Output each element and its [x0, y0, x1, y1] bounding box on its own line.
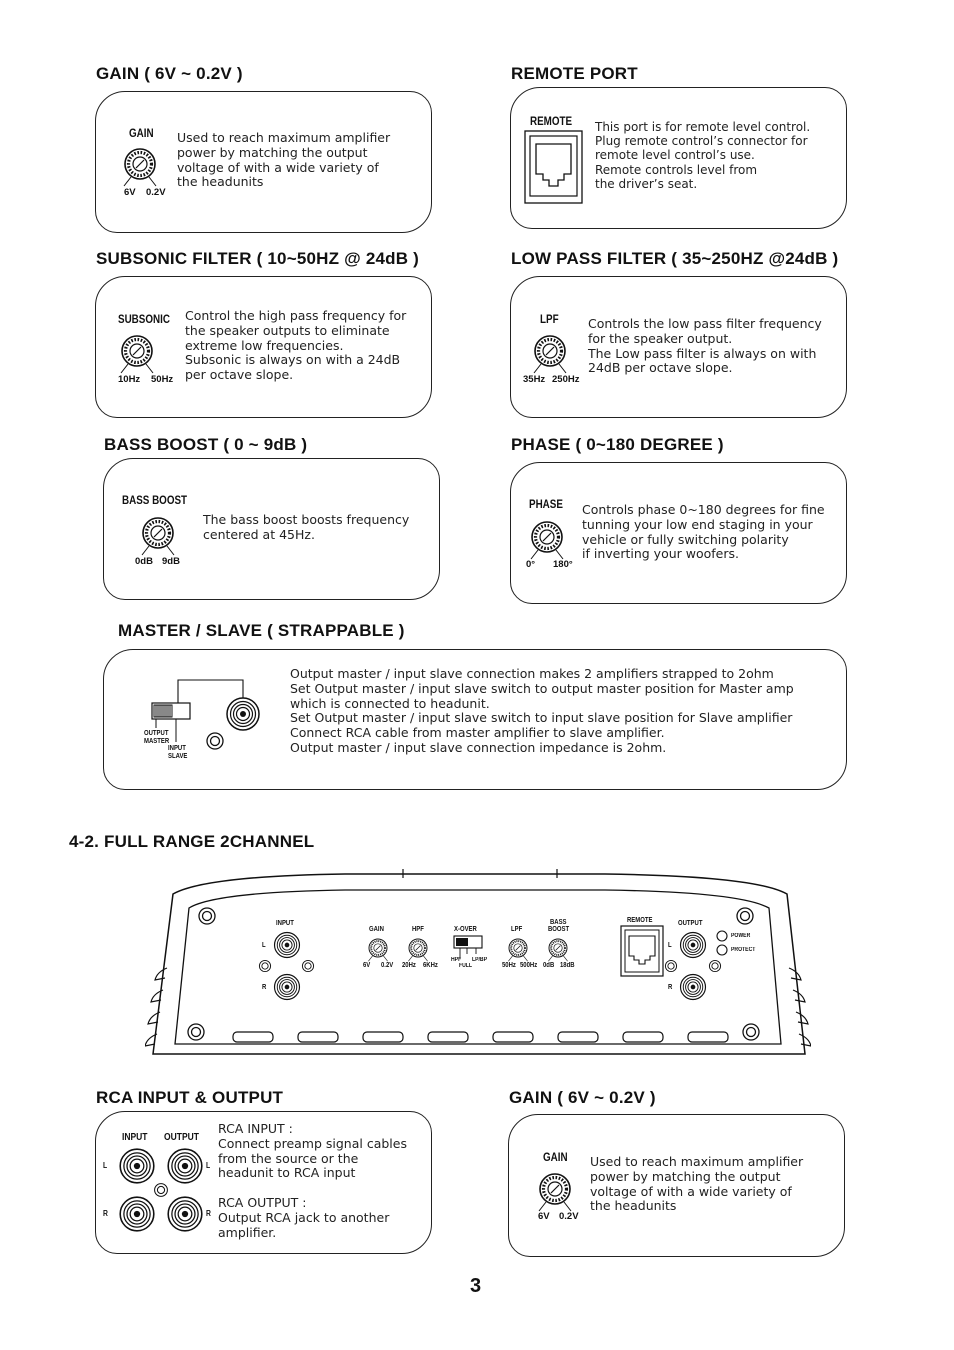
gain-knob-icon — [115, 142, 165, 192]
rca-heading: RCA INPUT & OUTPUT — [96, 1088, 284, 1107]
amp-remote-label: REMOTE — [627, 917, 653, 924]
gain-heading: GAIN ( 6V ~ 0.2V ) — [96, 64, 243, 83]
lpf-description: Controls the low pass filter frequency for the speaker output. The Low pass filter is always on with 24dB per octave slope. — [588, 316, 822, 376]
remote-description: This port is for remote level control. Plug remote control’s connector for remote level control’s use. Remote controls level from the driver’s seat. — [595, 120, 811, 191]
amp-xover-label: X-OVER — [454, 926, 477, 933]
gain2-heading: GAIN ( 6V ~ 0.2V ) — [509, 1088, 656, 1107]
rca-l-left: L — [103, 1161, 108, 1170]
full-range-heading: 4-2. FULL RANGE 2CHANNEL — [69, 832, 315, 851]
remote-heading: REMOTE PORT — [511, 64, 638, 83]
gain2-knob-icon — [530, 1167, 580, 1217]
phase-knob-icon — [522, 515, 572, 565]
gain2-range-min: 6V — [538, 1211, 550, 1222]
bass-boost-range-max: 9dB — [162, 556, 180, 567]
phase-range-max: 180° — [553, 559, 573, 570]
amp-bass-min: 0dB — [543, 962, 555, 969]
rca-panel — [95, 1111, 432, 1254]
gain2-range-max: 0.2V — [559, 1211, 579, 1222]
master-slave-switch-diagram — [134, 670, 274, 780]
lpf-range-max: 250Hz — [552, 374, 580, 385]
amp-bass-max: 18dB — [560, 962, 575, 969]
master-slave-panel — [103, 649, 847, 790]
gain-panel — [95, 91, 432, 233]
subsonic-control-label: SUBSONIC — [118, 312, 170, 326]
rca-input-label: INPUT — [122, 1132, 148, 1143]
gain-range-min: 6V — [124, 187, 136, 198]
amp-output-l-label: L — [668, 942, 672, 949]
amp-xover-hpf: HPF — [451, 957, 462, 963]
phase-heading: PHASE ( 0~180 DEGREE ) — [511, 435, 724, 454]
phase-range-min: 0° — [526, 559, 536, 570]
amp-bass-label: BASS — [550, 919, 567, 926]
bass-boost-description: The bass boost boosts frequency centered at 45Hz. — [203, 512, 410, 542]
amp-xover-full: FULL — [459, 963, 473, 969]
amp-xover-lpbp: LP/BP — [472, 957, 488, 963]
rca-output-label: OUTPUT — [164, 1132, 199, 1143]
remote-panel — [510, 87, 847, 229]
phase-description: Controls phase 0~180 degrees for fine tunning your low end staging in your vehicle or fully switching polarity if inverting your woofers. — [582, 502, 825, 562]
subsonic-panel — [95, 276, 432, 418]
lpf-control-label: LPF — [540, 312, 559, 326]
remote-control-label: REMOTE — [530, 114, 573, 128]
input-slave-label: INPUT SLAVE — [168, 745, 188, 760]
gain-description: Used to reach maximum amplifier power by matching the output voltage of with a wide variety of the headunits — [177, 130, 391, 190]
amp-input-r-label: R — [262, 984, 267, 991]
master-slave-heading: MASTER / SLAVE ( STRAPPABLE ) — [118, 621, 405, 640]
output-master-label: OUTPUT MASTER — [144, 730, 170, 745]
amplifier-front-panel — [145, 868, 811, 1064]
phase-panel — [510, 462, 847, 604]
lpf-heading: LOW PASS FILTER ( 35~250HZ @24dB ) — [511, 249, 839, 268]
rca-l-right: L — [206, 1161, 211, 1170]
amp-protect-led-label: PROTECT — [731, 947, 756, 953]
amp-hpf-min: 20Hz — [402, 962, 416, 969]
amplifier-chassis-icon — [145, 868, 811, 1064]
amp-lpf-min: 50Hz — [502, 962, 516, 969]
gain2-panel — [508, 1114, 845, 1257]
amp-input-label: INPUT — [276, 920, 294, 927]
amp-hpf-label: HPF — [412, 926, 424, 933]
bass-boost-control-label: BASS BOOST — [122, 493, 188, 507]
lpf-knob-icon — [525, 329, 575, 379]
bass-boost-range-min: 0dB — [135, 556, 153, 567]
page-number: 3 — [470, 1275, 482, 1297]
subsonic-knob-icon — [112, 329, 162, 379]
amp-boost-label: BOOST — [548, 926, 570, 933]
bass-boost-panel — [103, 458, 440, 600]
rca-r-left: R — [103, 1209, 108, 1218]
amp-gain-label: GAIN — [369, 926, 384, 933]
lpf-range-min: 35Hz — [523, 374, 546, 385]
bass-boost-knob-icon — [133, 511, 183, 561]
amp-output-label: OUTPUT — [678, 920, 703, 927]
rca-description: RCA INPUT : Connect preamp signal cables from the source or the headunit to RCA input RCA OUTPUT : Output RCA jack to another amplifier. — [218, 1121, 407, 1240]
amp-input-l-label: L — [262, 942, 266, 949]
subsonic-heading: SUBSONIC FILTER ( 10~50HZ @ 24dB ) — [96, 249, 419, 268]
amp-gain-max: 0.2V — [381, 962, 394, 969]
phase-control-label: PHASE — [529, 497, 563, 511]
bass-boost-heading: BASS BOOST ( 0 ~ 9dB ) — [104, 435, 308, 454]
amp-hpf-max: 6KHz — [423, 962, 438, 969]
lpf-panel — [510, 276, 847, 418]
rca-r-right: R — [206, 1209, 211, 1218]
amp-lpf-label: LPF — [511, 926, 523, 933]
subsonic-range-max: 50Hz — [151, 374, 174, 385]
master-slave-description: Output master / input slave connection makes 2 amplifiers strapped to 2ohm Set Output master / input slave switch to output master position for Master amp which is connected to headunit. Set Output master / input slave switch to input slave position for Slave amplifier Connect RCA cable from master amplifier to slave amplifier. Output master / input slave connection impedance is 2ohm. — [290, 666, 794, 755]
amp-output-r-label: R — [668, 984, 673, 991]
remote-port-icon — [524, 130, 584, 206]
gain2-control-label: GAIN — [543, 1150, 568, 1164]
subsonic-range-min: 10Hz — [118, 374, 141, 385]
amp-power-led-label: POWER — [731, 933, 751, 939]
rca-jacks-icon — [111, 1144, 221, 1254]
gain-control-label: GAIN — [129, 126, 154, 140]
gain-range-max: 0.2V — [146, 187, 166, 198]
amp-gain-min: 6V — [363, 962, 371, 969]
amp-lpf-max: 500Hz — [520, 962, 538, 969]
subsonic-description: Control the high pass frequency for the speaker outputs to eliminate extreme low frequencies. Subsonic is always on with a 24dB per octave slope. — [185, 308, 407, 383]
gain2-description: Used to reach maximum amplifier power by matching the output voltage of with a wide variety of the headunits — [590, 1154, 804, 1214]
